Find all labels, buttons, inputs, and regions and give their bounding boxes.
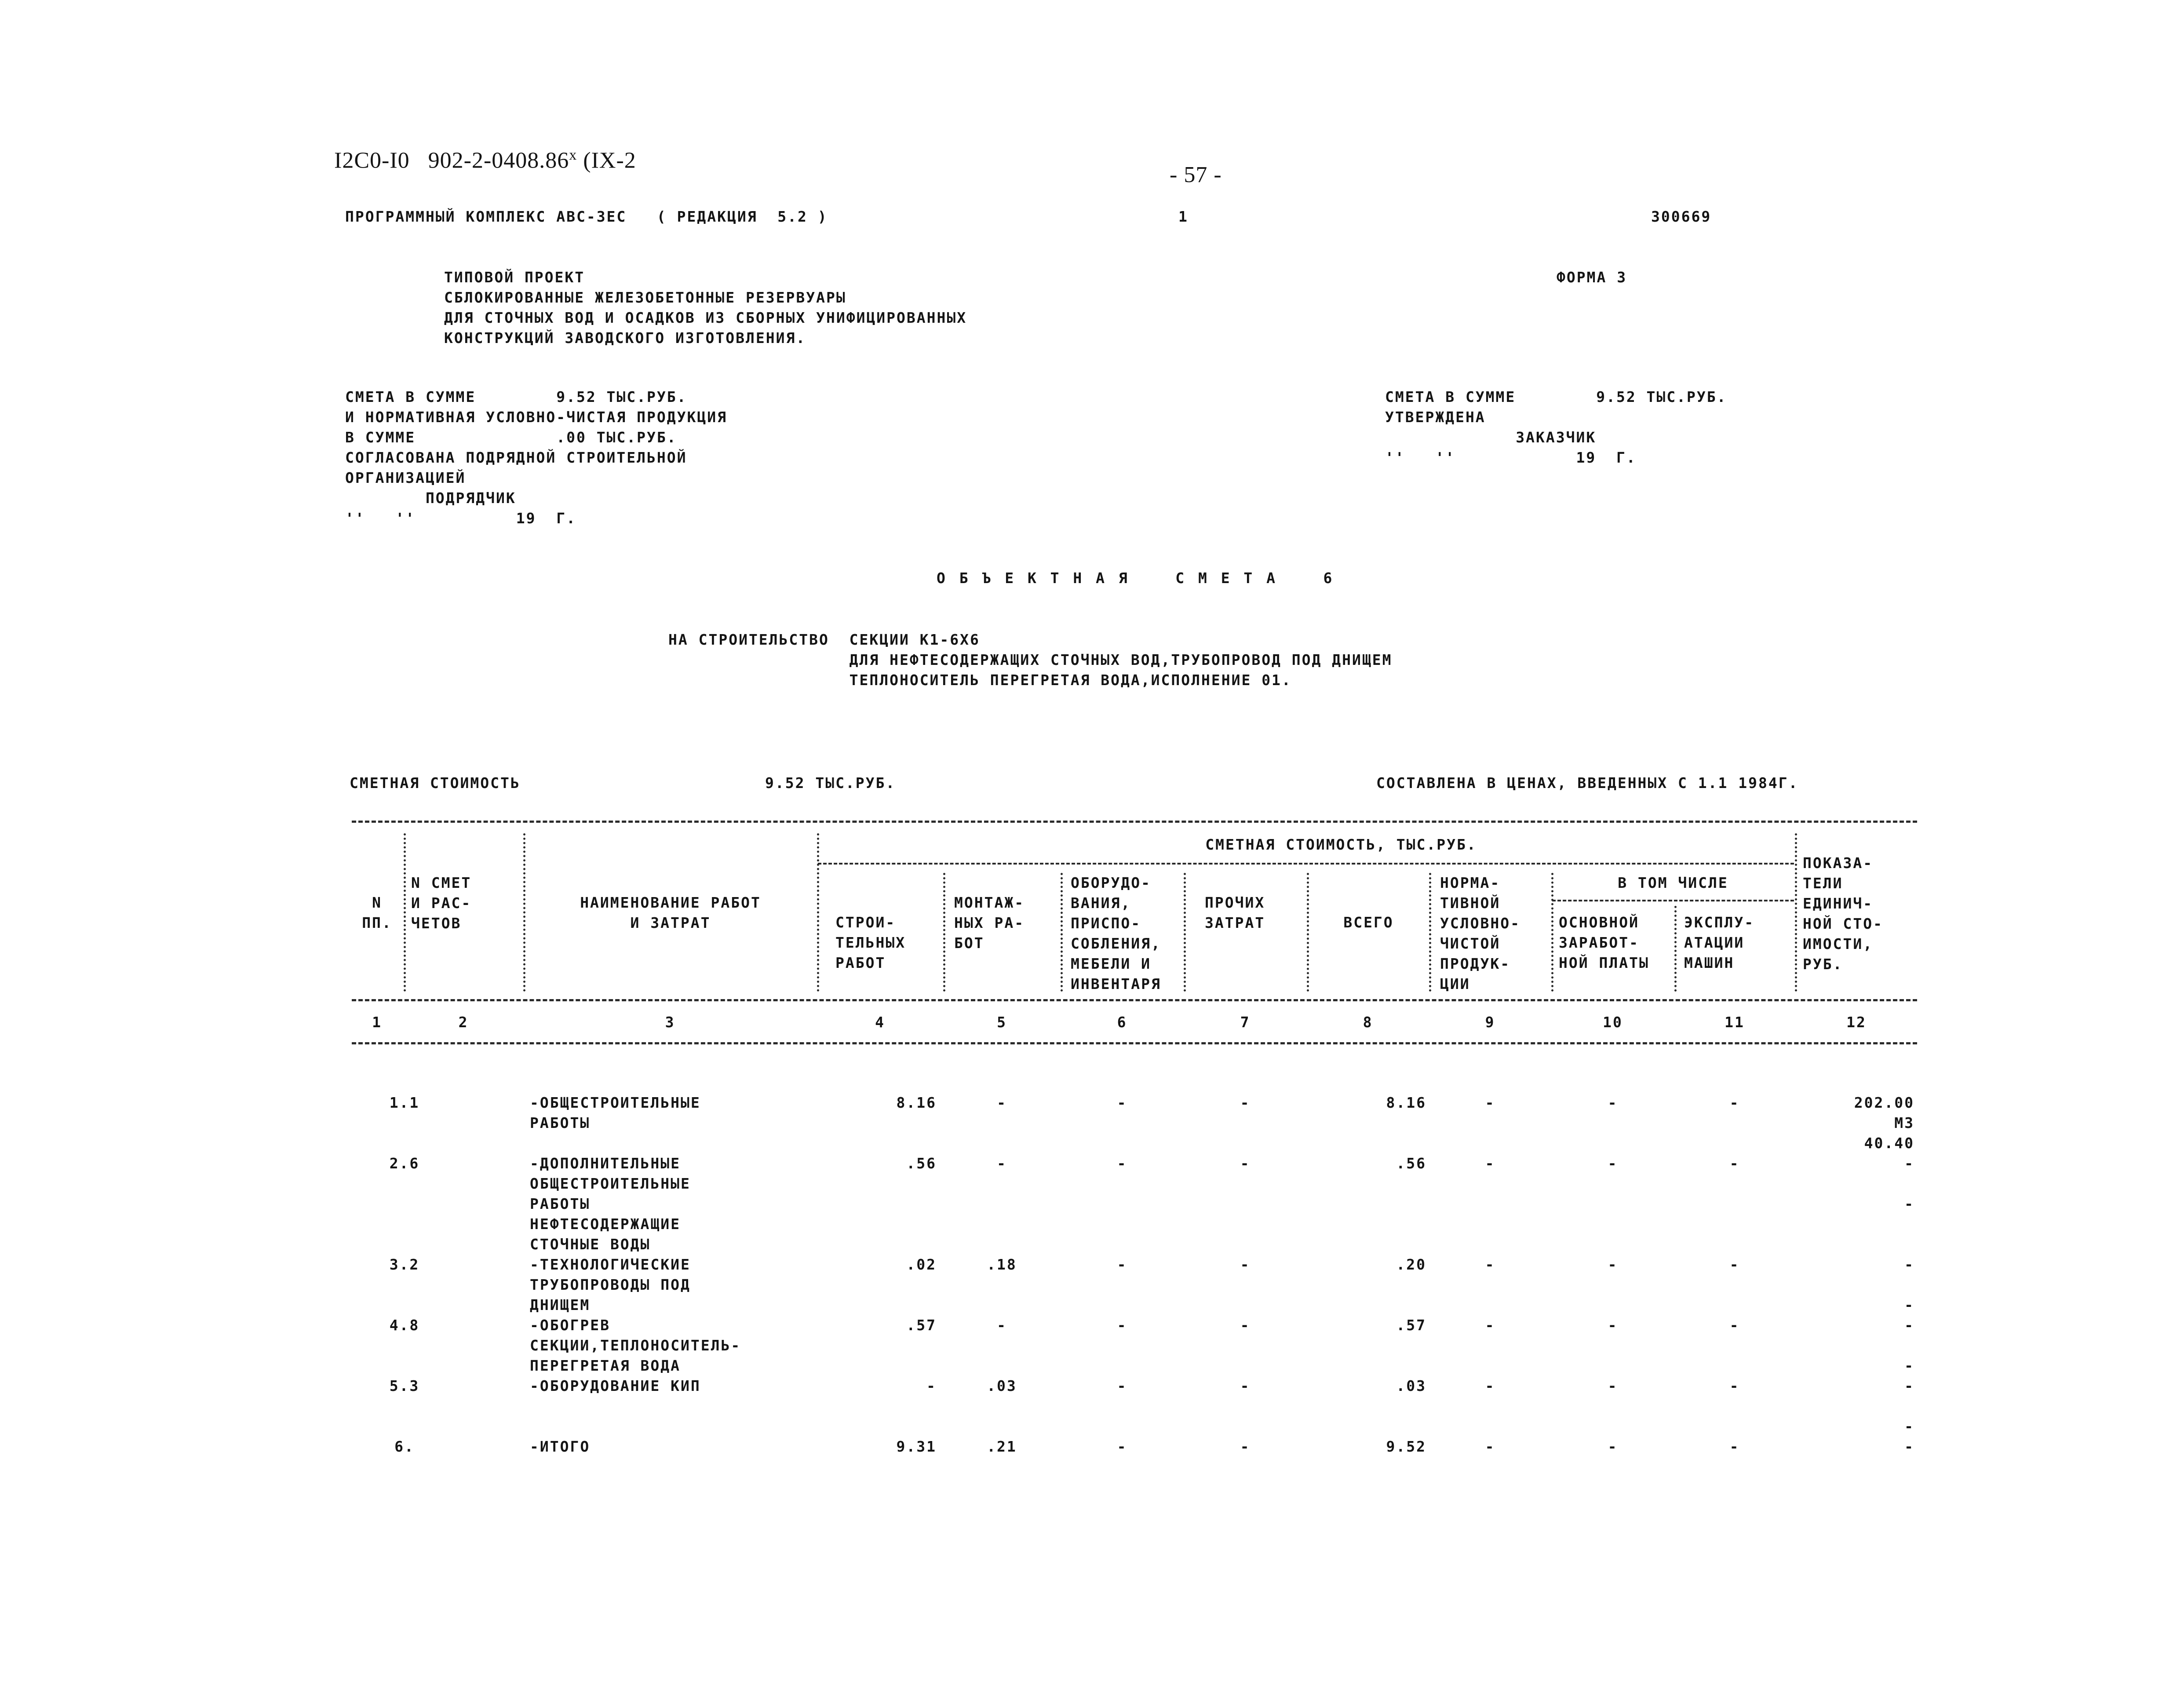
column-separator [817,833,819,992]
subgroup-header-rule [1552,900,1794,901]
column-header: ПОКАЗА- ТЕЛИ ЕДИНИЧ- НОЙ СТО- ИМОСТИ, РУБ. [1803,854,1883,973]
cell-equipment: - [1117,1094,1127,1111]
cell-construction: .57 [906,1317,937,1334]
column-separator [1551,873,1553,992]
cell-other: - [1240,1256,1251,1273]
row-number: 1.1 [389,1094,420,1111]
cell-machines: - [1729,1377,1740,1394]
cell-machines: - [1729,1094,1740,1111]
work-name: -ДОПОЛНИТЕЛЬНЫЕ ОБЩЕСТРОИТЕЛЬНЫЕ РАБОТЫ НЕФТЕСОДЕРЖАЩИЕ СТОЧНЫЕ ВОДЫ [530,1155,691,1253]
column-header: ОБОРУДО- ВАНИЯ, ПРИСПО- СОБЛЕНИЯ, МЕБЕЛИ И ИНВЕНТАРЯ [1071,874,1161,992]
cell-installation: - [997,1155,1007,1172]
cell-net-product: - [1485,1094,1495,1111]
cell-unit-cost: - - [1904,1155,1914,1212]
document-code-superscript: x [569,147,577,163]
column-header: МОНТАЖ- НЫХ РА- БОТ [954,894,1025,952]
page-number: - 57 - [1170,162,1222,187]
document-code [334,145,636,171]
row-number: 2.6 [389,1155,420,1172]
column-separator [404,833,406,992]
construction-line: ТЕПЛОНОСИТЕЛЬ ПЕРЕГРЕТАЯ ВОДА,ИСПОЛНЕНИЕ 01. [668,671,1292,689]
approval-line: СМЕТА В СУММЕ 9.52 ТЫС.РУБ. [1385,388,1727,405]
cell-machines: - [1729,1317,1740,1334]
cell-net-product: - [1485,1438,1495,1455]
cell-wages: - [1608,1377,1618,1394]
column-number: 7 [1240,1014,1251,1031]
column-numbers-rule [352,1042,1917,1044]
work-name: -ОБОГРЕВ СЕКЦИИ,ТЕПЛОНОСИТЕЛЬ- ПЕРЕГРЕТАЯ ВОДА [530,1317,741,1374]
column-number: 2 [458,1014,469,1031]
column-header: ОСНОВНОЙ ЗАРАБОТ- НОЙ ПЛАТЫ [1559,914,1649,971]
cell-installation: .03 [987,1377,1017,1394]
cell-other: - [1240,1317,1251,1334]
cost-value: 9.52 ТЫС.РУБ. [765,774,896,792]
cell-net-product: - [1485,1317,1495,1334]
column-header: СТРОИ- ТЕЛЬНЫХ РАБОТ [835,914,906,971]
column-header: ВСЕГО [1343,914,1394,931]
cell-construction: .56 [906,1155,937,1172]
cell-other: - [1240,1094,1251,1111]
approval-line: '' '' 19 Г. [1385,449,1637,466]
row-number: 6. [394,1438,415,1455]
work-name: -ИТОГО [530,1438,591,1455]
cell-total: .20 [1396,1256,1426,1273]
header-bottom-rule [352,999,1917,1001]
cell-total: 9.52 [1386,1438,1426,1455]
column-separator [1795,833,1797,992]
column-number: 9 [1485,1014,1495,1031]
project-title-line: ТИПОВОЙ ПРОЕКТ [444,269,585,286]
column-header: НАИМЕНОВАНИЕ РАБОТ И ЗАТРАТ [580,894,761,931]
cell-machines: - [1729,1438,1740,1455]
row-number: 3.2 [389,1256,420,1273]
cell-wages: - [1608,1438,1618,1455]
column-number: 12 [1846,1014,1867,1031]
cell-other: - [1240,1438,1251,1455]
cell-total: .57 [1396,1317,1426,1334]
cell-installation: .21 [987,1438,1017,1455]
cell-equipment: - [1117,1377,1127,1394]
approval-line: И НОРМАТИВНАЯ УСЛОВНО-ЧИСТАЯ ПРОДУКЦИЯ [345,409,727,426]
document-code-main: I2C0-I0 902-2-0408.86 [334,148,569,173]
work-name: -ТЕХНОЛОГИЧЕСКИЕ ТРУБОПРОВОДЫ ПОД ДНИЩЕМ [530,1256,691,1313]
form-label: ФОРМА 3 [1557,269,1627,286]
document-id: 300669 [1651,208,1712,225]
cell-net-product: - [1485,1256,1495,1273]
approval-line: '' '' 19 Г. [345,510,576,527]
construction-line: ДЛЯ НЕФТЕСОДЕРЖАЩИХ СТОЧНЫХ ВОД,ТРУБОПРОВОД ПОД ДНИЩЕМ [668,651,1393,668]
work-name: -ОБЩЕСТРОИТЕЛЬНЫЕ РАБОТЫ [530,1094,701,1131]
cell-other: - [1240,1377,1251,1394]
column-number: 5 [997,1014,1007,1031]
cell-construction: - [926,1377,937,1394]
cell-machines: - [1729,1155,1740,1172]
column-separator [943,873,945,992]
cell-installation: .18 [987,1256,1017,1273]
cell-installation: - [997,1094,1007,1111]
group-header-rule [818,863,1794,865]
row-number: 5.3 [389,1377,420,1394]
construction-line: НА СТРОИТЕЛЬСТВО СЕКЦИИ К1-6Х6 [668,631,980,648]
column-number: 1 [372,1014,382,1031]
approval-line: ПОДРЯДЧИК [345,489,516,507]
table-top-rule [352,821,1917,823]
prices-note: СОСТАВЛЕНА В ЦЕНАХ, ВВЕДЕННЫХ С 1.1 1984Г. [1376,774,1799,792]
column-separator [1061,873,1063,992]
group-header: СМЕТНАЯ СТОИМОСТЬ, ТЫС.РУБ. [1205,836,1477,853]
project-title-line: СБЛОКИРОВАННЫЕ ЖЕЛЕЗОБЕТОННЫЕ РЕЗЕРВУАРЫ [444,289,846,306]
column-number: 11 [1725,1014,1745,1031]
cell-unit-cost: - [1904,1438,1914,1455]
cell-construction: 8.16 [896,1094,937,1111]
cell-unit-cost: - - [1904,1377,1914,1435]
sheet-number: 1 [1178,208,1189,225]
cell-installation: - [997,1317,1007,1334]
cell-equipment: - [1117,1317,1127,1334]
column-number: 4 [875,1014,885,1031]
document-code-tail: (IX-2 [577,148,636,173]
cell-total: .03 [1396,1377,1426,1394]
cell-total: 8.16 [1386,1094,1426,1111]
cell-net-product: - [1485,1377,1495,1394]
column-header: ПРОЧИХ ЗАТРАТ [1205,894,1265,931]
column-header: НОРМА- ТИВНОЙ УСЛОВНО- ЧИСТОЙ ПРОДУК- ЦИИ [1440,874,1520,992]
column-number: 6 [1117,1014,1127,1031]
cell-equipment: - [1117,1155,1127,1172]
cell-construction: 9.31 [896,1438,937,1455]
approval-line: В СУММЕ .00 ТЫС.РУБ. [345,429,677,446]
approval-line: СМЕТА В СУММЕ 9.52 ТЫС.РУБ. [345,388,687,405]
approval-line: УТВЕРЖДЕНА [1385,409,1486,426]
column-separator [523,833,525,992]
approval-line: ОРГАНИЗАЦИЕЙ [345,469,466,486]
column-separator [1429,873,1431,992]
work-name: -ОБОРУДОВАНИЕ КИП [530,1377,701,1394]
row-number: 4.8 [389,1317,420,1334]
column-number: 3 [665,1014,675,1031]
column-header: ЭКСПЛУ- АТАЦИИ МАШИН [1684,914,1755,971]
subgroup-header: В ТОМ ЧИСЛЕ [1618,874,1728,891]
column-number: 10 [1603,1014,1623,1031]
column-number: 8 [1363,1014,1373,1031]
cost-label: СМЕТНАЯ СТОИМОСТЬ [350,774,521,792]
cell-unit-cost: - - [1904,1256,1914,1313]
column-header: N ПП. [362,894,392,931]
column-header: N СМЕТ И РАС- ЧЕТОВ [411,874,472,932]
cell-wages: - [1608,1317,1618,1334]
approval-line: ЗАКАЗЧИК [1385,429,1597,446]
estimate-title: О Б Ъ Е К Т Н А Я С М Е Т А 6 [937,569,1335,587]
program-line: ПРОГРАММНЫЙ КОМПЛЕКС АВС-3ЕС ( РЕДАКЦИЯ 5.2 ) [345,208,828,225]
column-separator [1307,873,1309,992]
cell-wages: - [1608,1155,1618,1172]
cell-wages: - [1608,1256,1618,1273]
cell-construction: .02 [906,1256,937,1273]
cell-machines: - [1729,1256,1740,1273]
project-title-line: ДЛЯ СТОЧНЫХ ВОД И ОСАДКОВ ИЗ СБОРНЫХ УНИФИЦИРОВАННЫХ [444,309,967,326]
cell-total: .56 [1396,1155,1426,1172]
cell-other: - [1240,1155,1251,1172]
approval-line: СОГЛАСОВАНА ПОДРЯДНОЙ СТРОИТЕЛЬНОЙ [345,449,687,466]
cell-wages: - [1608,1094,1618,1111]
cell-equipment: - [1117,1256,1127,1273]
cell-net-product: - [1485,1155,1495,1172]
cell-equipment: - [1117,1438,1127,1455]
project-title-line: КОНСТРУКЦИЙ ЗАВОДСКОГО ИЗГОТОВЛЕНИЯ. [444,329,806,347]
cell-unit-cost: - - [1904,1317,1914,1374]
column-separator [1184,873,1186,992]
column-separator [1674,906,1677,992]
cell-unit-cost: 202.00 М3 40.40 [1854,1094,1914,1152]
